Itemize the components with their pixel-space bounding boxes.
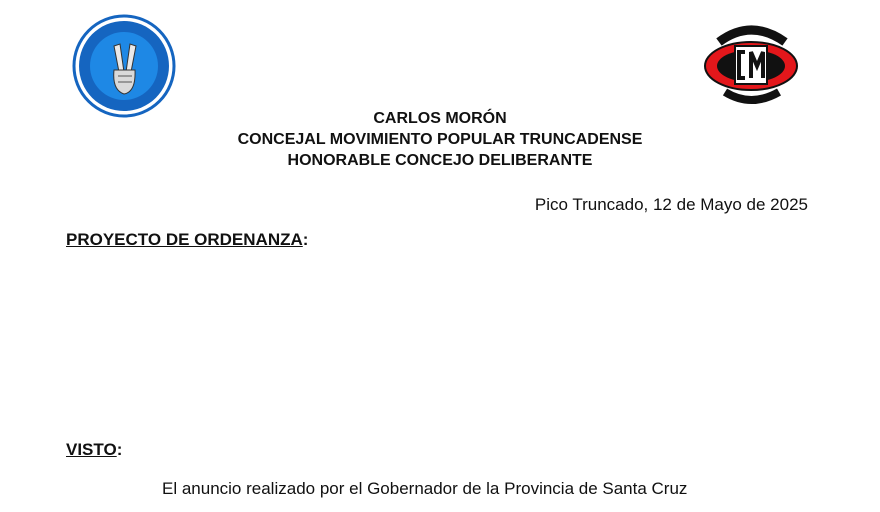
proyecto-colon: :: [302, 230, 309, 249]
proyecto-heading: [66, 230, 308, 250]
cm-emblem-icon: [699, 16, 803, 108]
visto-heading: [66, 440, 122, 460]
visto-label: VISTO: [66, 440, 117, 459]
document-header: [0, 108, 880, 171]
institution-name: HONORABLE CONCEJO DELIBERANTE: [287, 152, 593, 169]
victory-hand-icon: [72, 14, 176, 118]
author-name: CARLOS MORÓN: [373, 110, 507, 127]
place-date: Pico Truncado, 12 de Mayo de 2025: [534, 195, 808, 214]
proyecto-label: PROYECTO DE ORDENANZA: [66, 230, 303, 249]
movimiento-popular-logo: [72, 14, 176, 118]
visto-paragraph: El anuncio realizado por el Gobernador de la Provincia de Santa Cruz: [162, 479, 688, 498]
carlitos-moron-logo: [699, 16, 803, 108]
visto-colon: :: [116, 440, 123, 459]
author-role: CONCEJAL MOVIMIENTO POPULAR TRUNCADENSE: [237, 131, 643, 148]
